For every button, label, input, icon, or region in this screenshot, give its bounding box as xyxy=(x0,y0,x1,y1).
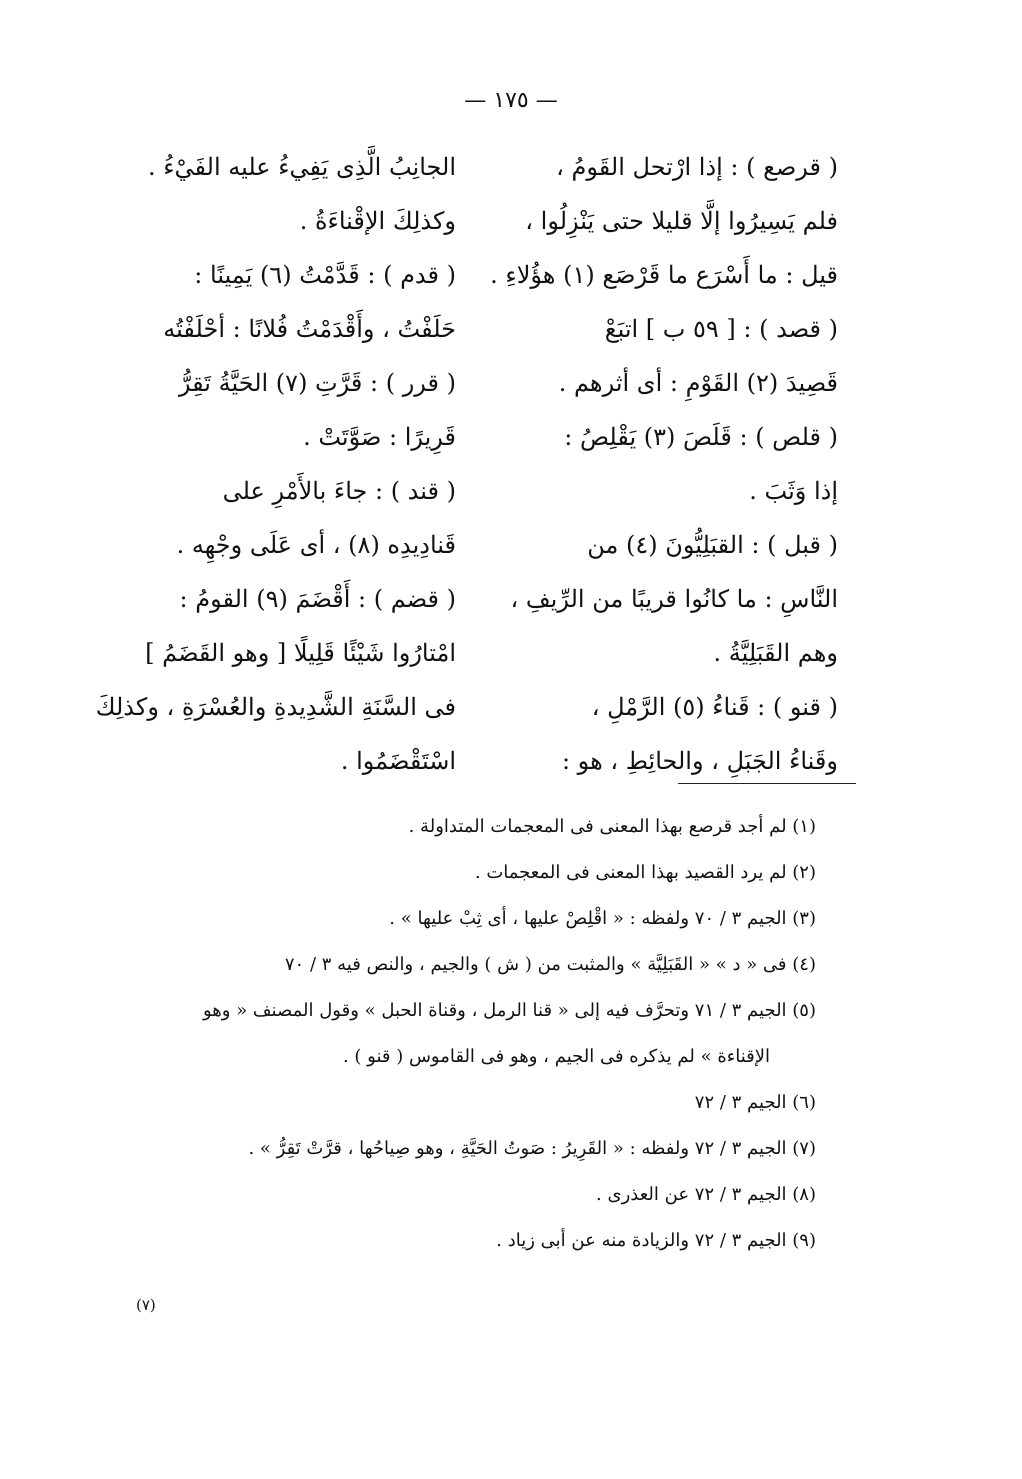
text-line: ( قنو ) : قَناءُ (٥) الرَّمْلِ ، xyxy=(591,693,838,721)
text-line: ( قلص ) : قَلَصَ (٣) يَقْلِصُ : xyxy=(564,423,838,451)
text-line: امْتارُوا شَيْئًا قَلِيلًا [ وهو القَضَمُ ] xyxy=(145,639,456,667)
footnote: (٤) فى « د » « القَبَلِيَّة » والمثبت من ( ش ) والجيم ، والنص فيه ٣ / ٧٠ xyxy=(284,954,816,975)
footnote: (٩) الجيم ٣ / ٧٢ والزيادة منه عن أبى زياد . xyxy=(496,1230,816,1251)
text-line: قَرِيرًا : صَوَّتَتْ . xyxy=(303,423,456,451)
footnote: (١) لم أجد قرصع بهذا المعنى فى المعجمات المتداولة . xyxy=(408,816,816,837)
footnotes xyxy=(96,804,816,1264)
footnote: (٥) الجيم ٣ / ٧١ وتحرَّف فيه إلى « قنا الرمل ، وقناة الحبل » وقول المصنف « وهو xyxy=(202,1000,816,1021)
text-line: الجانِبُ الَّذِى يَفِيءُ عليه الفَيْءُ . xyxy=(147,153,456,181)
text-line: وقَناءُ الجَبَلِ ، والحائِطِ ، هو : xyxy=(561,747,838,775)
text-line: ( قصد ) : [ ٥٩ ب ] اتبَعْ xyxy=(604,315,838,343)
right-column xyxy=(478,140,838,788)
text-line: حَلَفْتُ ، وأَقْدَمْتُ فُلانًا : أحْلَفْتُه xyxy=(163,315,456,343)
text-line: ( قند ) : جاءَ بالأَمْرِ على xyxy=(222,477,456,505)
footnote: (٣) الجيم ٣ / ٧٠ ولفظه : « اقْلِصْ عليها ، أى ثِبْ عليها » . xyxy=(389,908,816,929)
text-line: قيل : ما أَسْرَع ما قَرْصَع (١) هؤُلاءِ . xyxy=(490,261,838,289)
footnote: (٨) الجيم ٣ / ٧٢ عن العذرى . xyxy=(596,1184,816,1205)
footnote-separator xyxy=(678,783,856,784)
text-line: ( قبل ) : القبَلِيُّونَ (٤) من xyxy=(587,531,838,559)
text-line: فلم يَسِيرُوا إلَّا قليلا حتى يَنْزِلُوا ، xyxy=(525,207,838,235)
text-line: ( قرر ) : قَرَّتِ (٧) الحَيَّةُ تَقِرُّ xyxy=(178,369,456,397)
text-line: وكذلِكَ الإقْناءَةُ . xyxy=(299,207,456,235)
text-line: اسْتَقْضَمُوا . xyxy=(340,747,456,775)
footnote: (٦) الجيم ٣ / ٧٢ xyxy=(694,1092,816,1113)
text-line: النَّاسِ : ما كانُوا قريبًا من الرِّيفِ ، xyxy=(510,585,838,613)
sheet-signature: (٧) xyxy=(136,1296,156,1314)
footnote: (٧) الجيم ٣ / ٧٢ ولفظه : « القَرِيرُ : صَوتُ الحَيَّةِ ، وهو صِياحُها ، قرَّتْ تَقِرُّ » . xyxy=(248,1138,816,1159)
text-line: فى السَّنَةِ الشَّدِيدةِ والعُسْرَةِ ، وكذلِكَ xyxy=(96,693,456,721)
left-column xyxy=(96,140,456,788)
footnote-continuation: الإقناءة » لم يذكره فى الجيم ، وهو فى القاموس ( قنو ) . xyxy=(342,1046,770,1067)
text-line: ( قرصع ) : إذا ارْتحل القَومُ ، xyxy=(556,153,838,181)
text-line: ( قضم ) : أَقْضَمَ (٩) القومُ : xyxy=(179,585,456,613)
text-line: قَنادِيدِه (٨) ، أى عَلَى وجْهِه . xyxy=(176,531,456,559)
text-line: وهم القَبَلِيَّةُ . xyxy=(713,639,838,667)
page-number: — ١٧٥ — xyxy=(464,88,558,113)
footnote: (٢) لم يرد القصيد بهذا المعنى فى المعجمات . xyxy=(474,862,816,883)
text-line: إذا وَثَبَ . xyxy=(749,477,838,505)
text-line: ( قدم ) : قَدَّمْتُ (٦) يَمِينًا : xyxy=(194,261,456,289)
text-line: قَصِيدَ (٢) القَوْمِ : أى أثرهم . xyxy=(558,369,838,397)
